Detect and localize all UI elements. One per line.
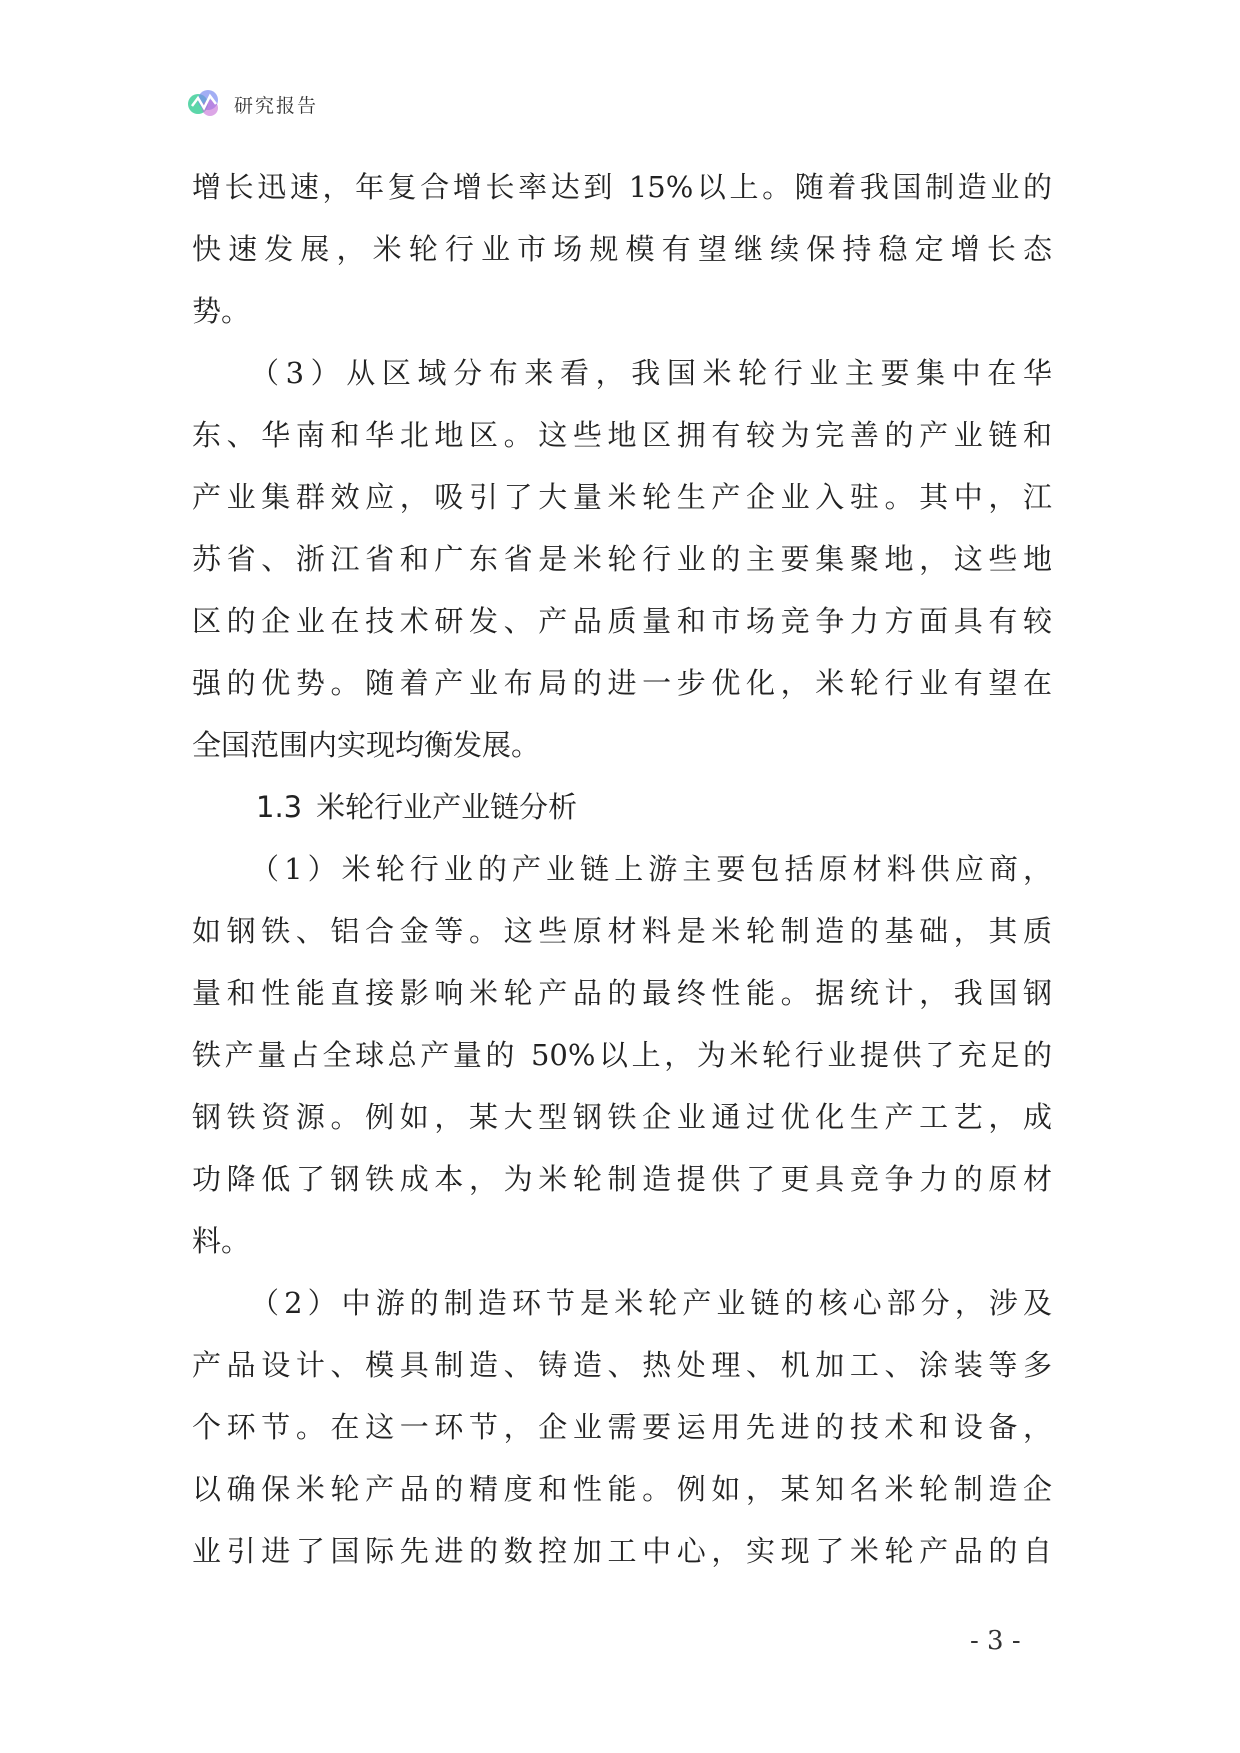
- header-title: 研究报告: [234, 94, 319, 117]
- paragraph-regional: [192, 342, 1052, 776]
- text-line: 量和性能直接影响米轮产品的最终性能。据统计，我国钢: [192, 976, 1052, 1010]
- text-line: （1）米轮行业的产业链上游主要包括原材料供应商，: [250, 852, 1052, 886]
- text-line: 东、华南和华北地区。这些地区拥有较为完善的产业链和: [192, 418, 1052, 452]
- section-heading: [192, 776, 1052, 838]
- page-number: - 3 -: [970, 1626, 1021, 1656]
- paragraph-midstream: [192, 1272, 1052, 1582]
- text-line: 势。: [192, 294, 251, 328]
- text-line: 产品设计、模具制造、铸造、热处理、机加工、涂装等多: [192, 1348, 1052, 1382]
- text-line: 增长迅速，年复合增长率达到 15%以上。随着我国制造业的: [192, 170, 1052, 204]
- text-line: （3）从区域分布来看，我国米轮行业主要集中在华: [250, 356, 1052, 390]
- text-line: 钢铁资源。例如，某大型钢铁企业通过优化生产工艺，成: [192, 1100, 1052, 1134]
- text-line: 全国范围内实现均衡发展。: [192, 728, 541, 762]
- report-header: [186, 86, 318, 122]
- text-line: 业引进了国际先进的数控加工中心，实现了米轮产品的自: [192, 1534, 1052, 1568]
- text-line: 铁产量占全球总产量的 50%以上，为米轮行业提供了充足的: [192, 1038, 1052, 1072]
- brand-logo-icon: [186, 86, 222, 122]
- section-number: 1.3: [256, 790, 303, 824]
- paragraph-upstream: [192, 838, 1052, 1272]
- text-line: 区的企业在技术研发、产品质量和市场竞争力方面具有较: [192, 604, 1052, 638]
- text-line: 苏省、浙江省和广东省是米轮行业的主要集聚地，这些地: [192, 542, 1052, 576]
- text-line: 产业集群效应，吸引了大量米轮生产企业入驻。其中，江: [192, 480, 1052, 514]
- text-line: （2）中游的制造环节是米轮产业链的核心部分，涉及: [250, 1286, 1052, 1320]
- text-line: 功降低了钢铁成本，为米轮制造提供了更具竞争力的原材: [192, 1162, 1052, 1196]
- text-line: 料。: [192, 1224, 251, 1258]
- paragraph-growth: [192, 156, 1052, 342]
- text-line: 强的优势。随着产业布局的进一步优化，米轮行业有望在: [192, 666, 1052, 700]
- text-line: 以确保米轮产品的精度和性能。例如，某知名米轮制造企: [192, 1472, 1052, 1506]
- text-line: 快速发展，米轮行业市场规模有望继续保持稳定增长态: [192, 232, 1052, 266]
- section-title: 米轮行业产业链分析: [316, 790, 578, 824]
- text-line: 个环节。在这一环节，企业需要运用先进的技术和设备，: [192, 1410, 1052, 1444]
- document-body: [192, 156, 1052, 1582]
- text-line: 如钢铁、铝合金等。这些原材料是米轮制造的基础，其质: [192, 914, 1052, 948]
